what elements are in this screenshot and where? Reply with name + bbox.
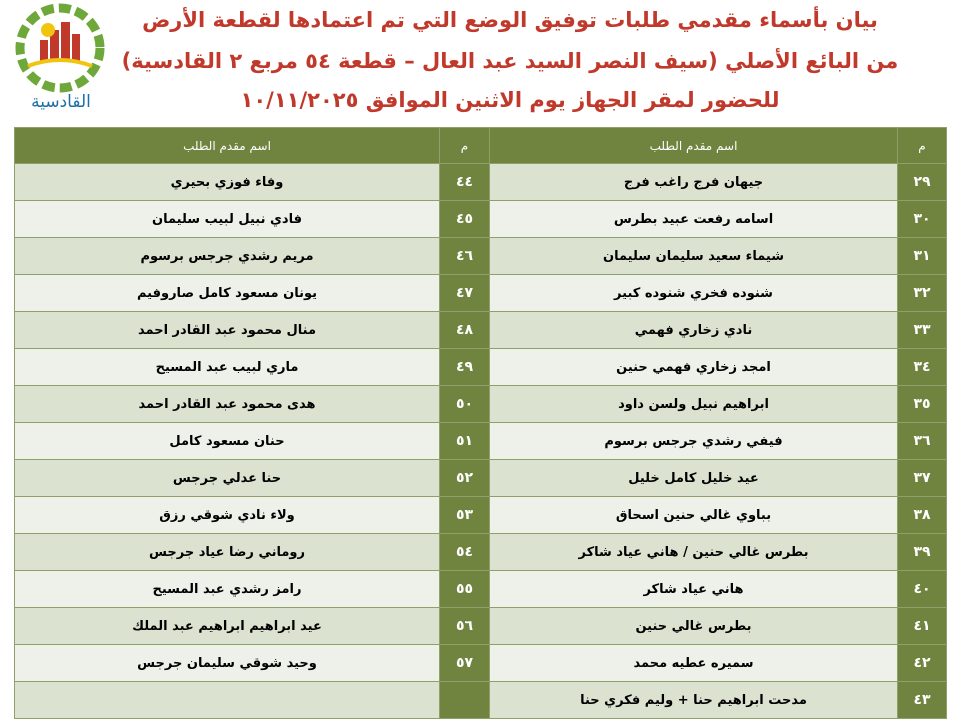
- table-row: [15, 645, 947, 682]
- row-number: ٤٣: [898, 682, 947, 719]
- applicant-name: يونان مسعود كامل صاروفيم: [15, 275, 440, 312]
- applicant-name: ابراهيم نبيل ولسن داود: [490, 386, 898, 423]
- title-line-2: من البائع الأصلي (سيف النصر السيد عبد العال – قطعة ٥٤ مربع ٢ القادسية): [121, 49, 899, 73]
- table-row: [15, 349, 947, 386]
- row-number: ٤١: [898, 608, 947, 645]
- applicant-name: مدحت ابراهيم حنا + وليم فكري حنا: [490, 682, 898, 719]
- col-header-name: اسم مقدم الطلب: [490, 128, 898, 164]
- row-number: ٣٢: [898, 275, 947, 312]
- row-number: ٣٤: [898, 349, 947, 386]
- row-number: ٤٥: [440, 201, 490, 238]
- col-header-number: م: [440, 128, 490, 164]
- applicant-name: فادي نبيل لبيب سليمان: [15, 201, 440, 238]
- applicant-name: سميره عطيه محمد: [490, 645, 898, 682]
- applicant-name: روماني رضا عياد جرجس: [15, 534, 440, 571]
- table-row: [15, 497, 947, 534]
- row-number: ٢٩: [898, 164, 947, 201]
- applicant-name: مريم رشدي جرجس برسوم: [15, 238, 440, 275]
- row-number: ٥٠: [440, 386, 490, 423]
- applicant-name: وحيد شوقي سليمان جرجس: [15, 645, 440, 682]
- applicant-name: ماري لبيب عبد المسيح: [15, 349, 440, 386]
- applicant-name: بطرس غالي حنين: [490, 608, 898, 645]
- applicant-name: رامز رشدي عبد المسيح: [15, 571, 440, 608]
- table-row: [15, 608, 947, 645]
- row-number: ٤٦: [440, 238, 490, 275]
- row-number: [440, 682, 490, 719]
- row-number: ٤٠: [898, 571, 947, 608]
- row-number: ٥٦: [440, 608, 490, 645]
- applicant-name: امجد زخاري فهمي حنين: [490, 349, 898, 386]
- table-row: [15, 460, 947, 497]
- row-number: ٤٨: [440, 312, 490, 349]
- table-row: [15, 238, 947, 275]
- row-number: ٣٦: [898, 423, 947, 460]
- applicant-name: هدى محمود عبد القادر احمد: [15, 386, 440, 423]
- row-number: ٣٧: [898, 460, 947, 497]
- applicant-name: نادي زخاري فهمي: [490, 312, 898, 349]
- table-row: [15, 386, 947, 423]
- applicant-name: شيماء سعيد سليمان سليمان: [490, 238, 898, 275]
- table-row: [15, 312, 947, 349]
- row-number: ٤٤: [440, 164, 490, 201]
- applicant-name: منال محمود عبد القادر احمد: [15, 312, 440, 349]
- applicants-table: [14, 127, 947, 719]
- row-number: ٣١: [898, 238, 947, 275]
- applicant-name: حنان مسعود كامل: [15, 423, 440, 460]
- row-number: ٣٩: [898, 534, 947, 571]
- applicant-name: [15, 682, 440, 719]
- row-number: ٥٥: [440, 571, 490, 608]
- row-number: ٣٥: [898, 386, 947, 423]
- row-number: ٥١: [440, 423, 490, 460]
- row-number: ٤٧: [440, 275, 490, 312]
- applicant-name: بطرس غالي حنين / هاني عياد شاكر: [490, 534, 898, 571]
- applicant-name: حنا عدلي جرجس: [15, 460, 440, 497]
- row-number: ٤٩: [440, 349, 490, 386]
- table-row: [15, 423, 947, 460]
- applicant-name: ولاء نادي شوقي رزق: [15, 497, 440, 534]
- table-row: [15, 201, 947, 238]
- logo-caption: القادسية: [31, 92, 91, 112]
- applicant-name: جيهان فرج راغب فرج: [490, 164, 898, 201]
- col-header-name: اسم مقدم الطلب: [15, 128, 440, 164]
- applicant-name: بباوي غالي حنين اسحاق: [490, 497, 898, 534]
- title-line-1: بيان بأسماء مقدمي طلبات توفيق الوضع التي تم اعتمادها لقطعة الأرض: [142, 8, 878, 32]
- row-number: ٥٤: [440, 534, 490, 571]
- table-row: [15, 682, 947, 719]
- title-line-3: للحضور لمقر الجهاز يوم الاثنين الموافق ١٠/١١/٢٠٢٥: [240, 88, 780, 112]
- table-row: [15, 534, 947, 571]
- applicant-name: اسامه رفعت عبيد بطرس: [490, 201, 898, 238]
- row-number: ٤٢: [898, 645, 947, 682]
- row-number: ٣٠: [898, 201, 947, 238]
- row-number: ٥٣: [440, 497, 490, 534]
- table-row: [15, 571, 947, 608]
- row-number: ٣٣: [898, 312, 947, 349]
- row-number: ٥٢: [440, 460, 490, 497]
- table-row: [15, 164, 947, 201]
- row-number: ٣٨: [898, 497, 947, 534]
- table-header-row: [15, 128, 947, 164]
- applicant-name: هاني عياد شاكر: [490, 571, 898, 608]
- applicant-name: فيفي رشدي جرجس برسوم: [490, 423, 898, 460]
- applicant-name: عيد خليل كامل خليل: [490, 460, 898, 497]
- row-number: ٥٧: [440, 645, 490, 682]
- table-row: [15, 275, 947, 312]
- applicant-name: شنوده فخري شنوده كبير: [490, 275, 898, 312]
- applicant-name: وفاء فوزي بحيري: [15, 164, 440, 201]
- applicant-name: عيد ابراهيم ابراهيم عبد الملك: [15, 608, 440, 645]
- col-header-number: م: [898, 128, 947, 164]
